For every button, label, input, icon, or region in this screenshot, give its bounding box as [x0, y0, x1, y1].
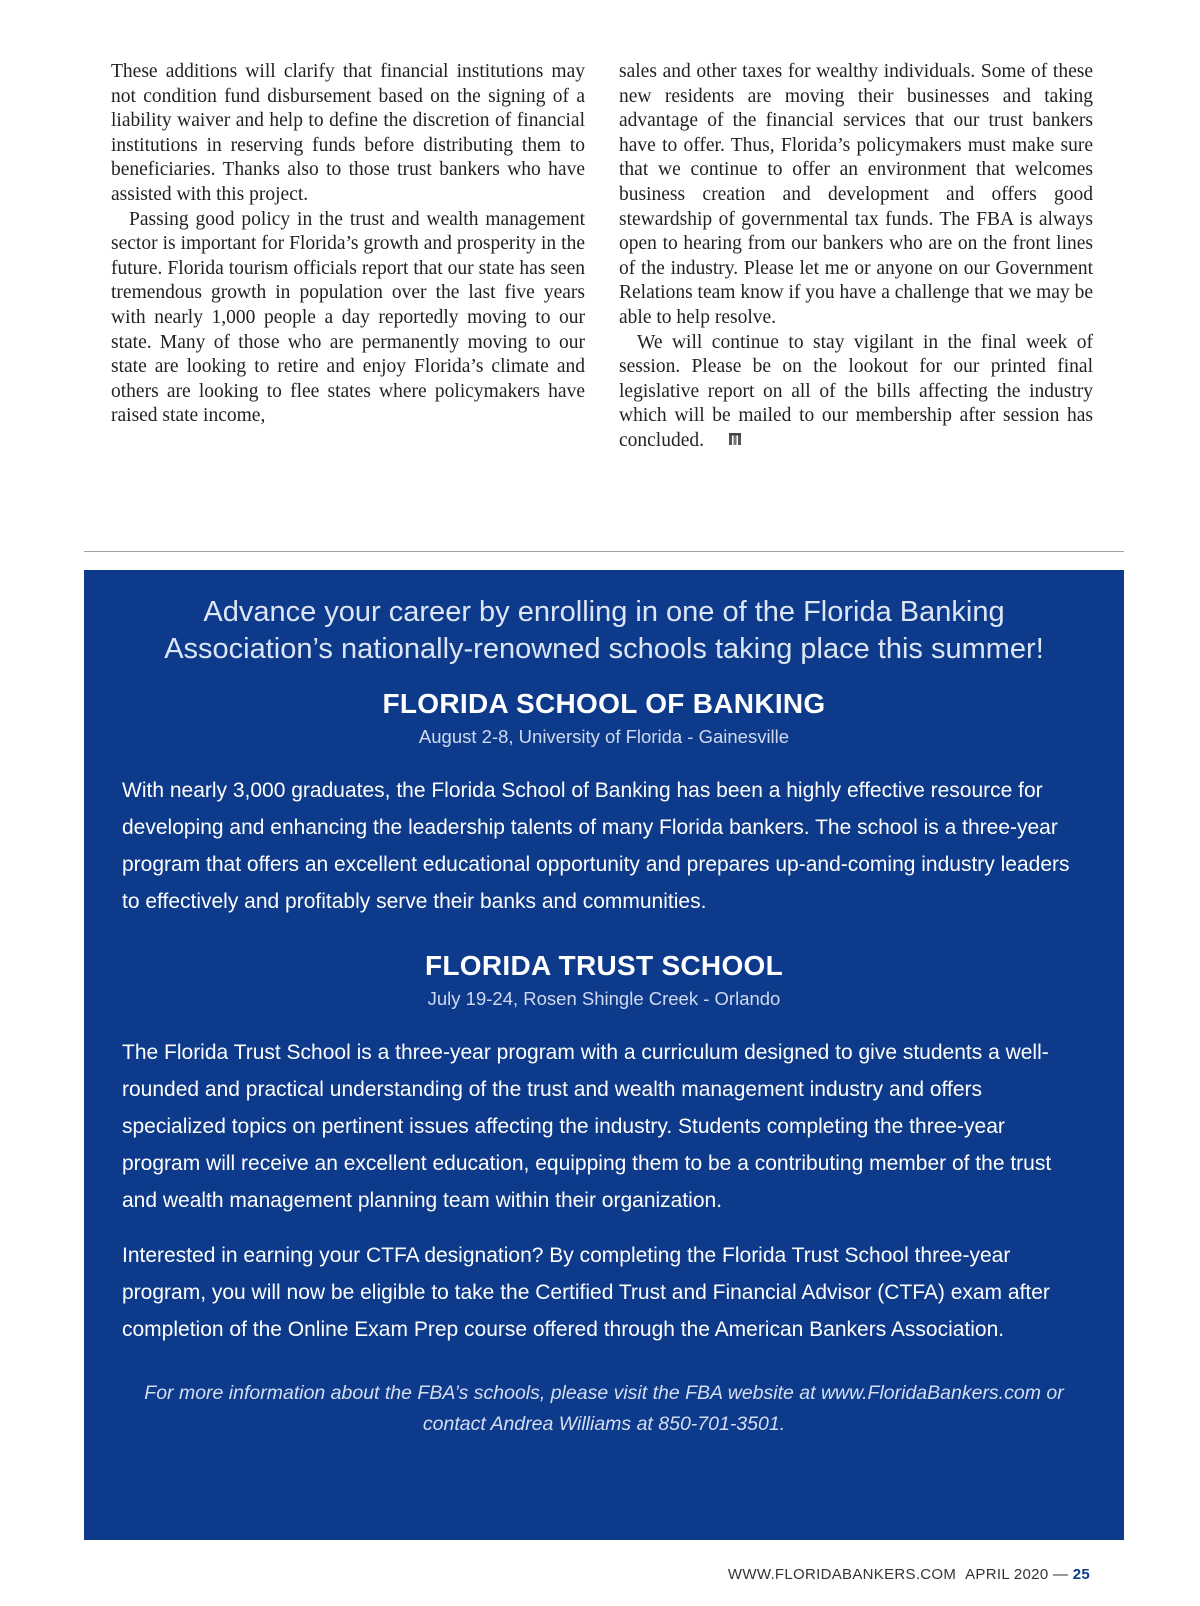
- ad-intro: Advance your career by enrolling in one of the Florida Banking Association’s nationally-renowned schools taking place this summer!: [164, 596, 1044, 665]
- article-paragraph: sales and other taxes for wealthy individuals. Some of these new residents are moving their businesses and taking advantage of the financial services that our trust bankers have to offer. Thus, Florida’s policymakers must make sure that we continue to offer an environment that welcomes business creation and development and offers good stewardship of governmental tax funds. The FBA is always open to hearing from our bankers who are on the front lines of the industry. Please let me or anyone on our Government Relations team know if you have a challenge that we may be able to help resolve.: [619, 61, 1093, 328]
- page-footer: [728, 1566, 1090, 1583]
- fba-logo-mark-icon: [710, 430, 742, 455]
- article-left-column: [111, 60, 585, 455]
- article-closing-paragraph: [619, 331, 1093, 455]
- ctfa-info: Interested in earning your CTFA designation? By completing the Florida Trust School three-year program, you will now be eligible to take the Certified Trust and Financial Advisor (CTFA) exam after completion of the Online Exam Prep course offered through the American Bankers Association.: [122, 1244, 1050, 1341]
- article-right-column: [619, 60, 1093, 455]
- banking-school-description: With nearly 3,000 graduates, the Florida School of Banking has been a highly effective resource for developing and enhancing the leadership talents of many Florida bankers. The school is a three-year program that offers an excellent educational opportunity and prepares up-and-coming industry leaders to effectively and profitably serve their banks and communities.: [122, 779, 1070, 913]
- article-body: [111, 60, 1093, 455]
- article-paragraph: These additions will clarify that financial institutions may not condition fund disbursement based on the signing of a liability waiver and help to define the discretion of financial institutions in reserving funds before distributing them to beneficiaries. Thanks also to those trust bankers who have assisted with this project.: [111, 61, 585, 205]
- trust-school-title: FLORIDA TRUST SCHOOL: [424, 950, 784, 981]
- banking-school-details: August 2-8, University of Florida - Gainesville: [418, 726, 790, 747]
- trust-school-description: The Florida Trust School is a three-year program with a curriculum designed to give students a well-rounded and practical understanding of the trust and wealth management industry and offers specialized topics on pertinent issues affecting the industry. Students completing the three-year program will receive an excellent education, equipping them to be a contributing member of the trust and wealth management planning team within their organization.: [122, 1041, 1052, 1212]
- footer-issue: APRIL 2020 —: [965, 1566, 1069, 1583]
- article-paragraph: Passing good policy in the trust and wealth management sector is important for Florida’s growth and prosperity in the future. Florida tourism officials report that our state has seen tremendous growth in population over the last five years with nearly 1,000 people a day reportedly moving to our state. Many of those who are permanently moving to our state are looking to retire and enjoy Florida’s climate and others are looking to flee states where policymakers have raised state income,: [111, 208, 585, 427]
- page-number: 25: [1072, 1566, 1090, 1583]
- more-info-note: For more information about the FBA’s schools, please visit the FBA website at www.FloridaBankers.com or contact Andrea Williams at 850-701-3501.: [144, 1382, 1064, 1435]
- footer-website: WWW.FLORIDABANKERS.COM: [727, 1566, 957, 1583]
- trust-school-details: July 19-24, Rosen Shingle Creek - Orlando: [427, 988, 781, 1009]
- banking-school-title: FLORIDA SCHOOL OF BANKING: [382, 688, 826, 719]
- schools-advertisement: [84, 570, 1124, 1540]
- article-paragraph-text: We will continue to stay vigilant in the final week of session. Please be on the lookout for our printed final legislative report on all of the bills affecting the industry which will be mailed to our membership after session has concluded.: [619, 331, 1093, 451]
- section-divider: [84, 551, 1124, 552]
